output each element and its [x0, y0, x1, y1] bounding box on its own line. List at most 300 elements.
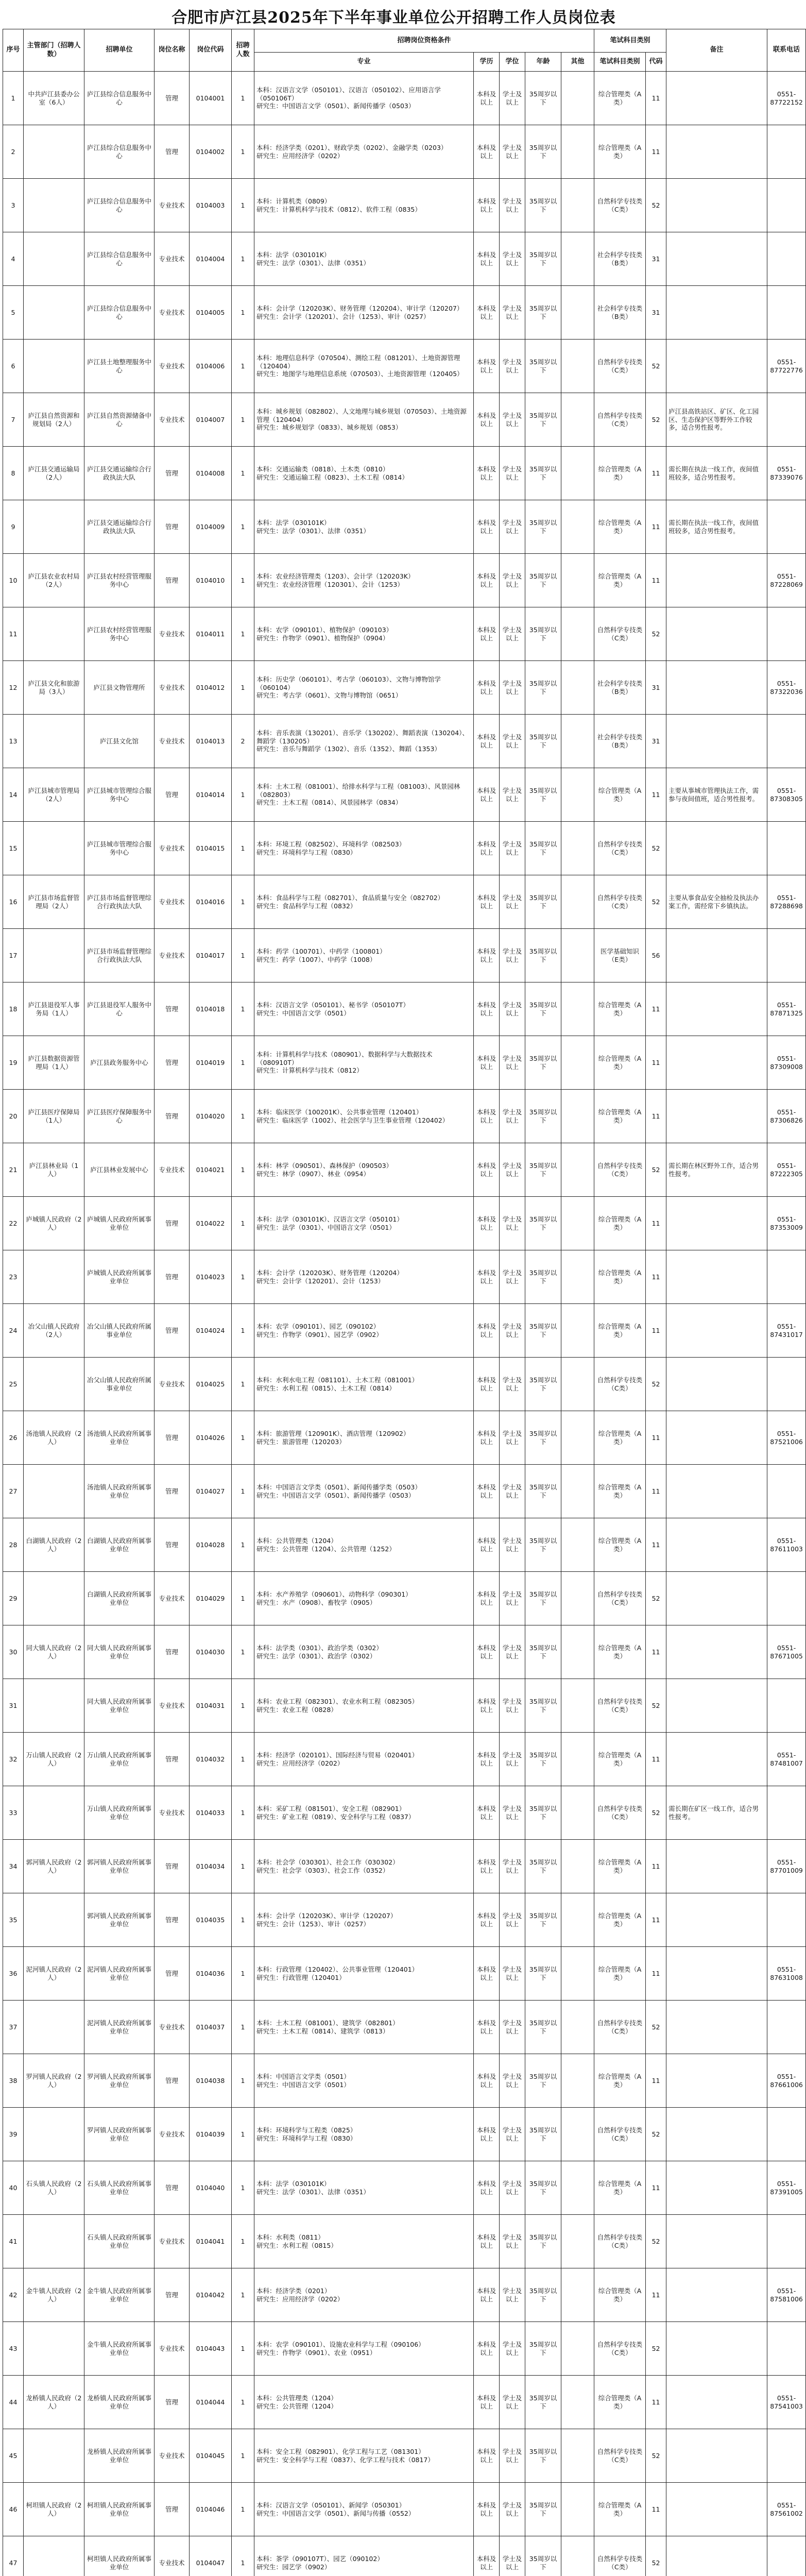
cell-count: 1 — [232, 2429, 254, 2483]
cell-pos-name: 专业技术 — [155, 607, 190, 661]
cell-edu: 本科及以上 — [474, 2001, 500, 2054]
header-major: 专业 — [254, 53, 474, 72]
cell-major: 本科：经济学（020101）、国际经济与贸易（020401） 研究生：应用经济学（0202） — [254, 1733, 474, 1786]
cell-edu: 本科及以上 — [474, 1840, 500, 1893]
cell-no: 34 — [3, 1840, 24, 1893]
cell-degree: 学士及以上 — [500, 340, 525, 393]
cell-remark — [666, 1090, 767, 1143]
cell-major: 本科：水产养殖学（090601）、动物科学（090301） 研究生：水产（0908）、畜牧学（0905） — [254, 1572, 474, 1625]
cell-age: 35周岁以下 — [525, 1143, 561, 1197]
cell-count: 1 — [232, 393, 254, 447]
cell-other — [561, 232, 594, 286]
cell-edu: 本科及以上 — [474, 1250, 500, 1304]
cell-exam-category: 综合管理类（A类） — [594, 1733, 646, 1786]
cell-unit: 汤池镇人民政府所属事业单位 — [84, 1411, 155, 1465]
cell-dept: 同大镇人民政府（2人） — [24, 1625, 84, 1679]
cell-age: 35周岁以下 — [525, 1786, 561, 1840]
cell-count: 1 — [232, 1518, 254, 1572]
cell-pos-code: 0104036 — [190, 1947, 232, 2001]
cell-exam-code: 11 — [646, 500, 666, 554]
cell-no: 46 — [3, 2483, 24, 2536]
cell-remark — [666, 715, 767, 768]
cell-edu: 本科及以上 — [474, 2483, 500, 2536]
cell-remark — [666, 232, 767, 286]
cell-major: 本科：法学类（0301）、政治学类（0302） 研究生：法学（0301）、政治学（0302） — [254, 1625, 474, 1679]
cell-remark — [666, 1465, 767, 1518]
cell-exam-code: 11 — [646, 1518, 666, 1572]
cell-age: 35周岁以下 — [525, 2268, 561, 2322]
cell-no: 7 — [3, 393, 24, 447]
cell-phone: 0551-87722776 — [767, 340, 806, 393]
cell-remark — [666, 2215, 767, 2268]
cell-unit: 庐江县土地整理服务中心 — [84, 340, 155, 393]
cell-edu: 本科及以上 — [474, 1358, 500, 1411]
cell-major: 本科：药学（100701）、中药学（100801） 研究生：药学（1007）、中药学（1008） — [254, 929, 474, 982]
cell-unit: 白湖镇人民政府所属事业单位 — [84, 1518, 155, 1572]
cell-exam-code: 52 — [646, 1786, 666, 1840]
cell-degree: 学士及以上 — [500, 607, 525, 661]
cell-exam-category: 自然科学专技类（C类） — [594, 875, 646, 929]
table-row — [3, 125, 806, 179]
cell-pos-code: 0104046 — [190, 2483, 232, 2536]
cell-phone — [767, 2536, 806, 2576]
cell-exam-category: 自然科学专技类（C类） — [594, 393, 646, 447]
cell-exam-code: 52 — [646, 1679, 666, 1733]
cell-degree: 学士及以上 — [500, 2536, 525, 2576]
cell-count: 1 — [232, 2483, 254, 2536]
cell-exam-category: 自然科学专技类（C类） — [594, 1358, 646, 1411]
cell-pos-name: 管理 — [155, 447, 190, 500]
cell-major: 本科：土木工程（081001）、建筑学（082801） 研究生：土木工程（0814）、建筑学（0813） — [254, 2001, 474, 2054]
cell-count: 1 — [232, 1465, 254, 1518]
cell-other — [561, 1250, 594, 1304]
cell-exam-category: 综合管理类（A类） — [594, 768, 646, 822]
cell-dept — [24, 1786, 84, 1840]
cell-degree: 学士及以上 — [500, 1143, 525, 1197]
cell-dept: 庐城镇人民政府（2人） — [24, 1197, 84, 1250]
cell-dept: 庐江县农业农村局（2人） — [24, 554, 84, 607]
cell-pos-code: 0104010 — [190, 554, 232, 607]
cell-dept: 万山镇人民政府（2人） — [24, 1733, 84, 1786]
cell-pos-code: 0104021 — [190, 1143, 232, 1197]
cell-pos-name: 专业技术 — [155, 340, 190, 393]
table-row — [3, 2001, 806, 2054]
cell-other — [561, 1143, 594, 1197]
table-row — [3, 1250, 806, 1304]
cell-other — [561, 1465, 594, 1518]
cell-degree: 学士及以上 — [500, 286, 525, 340]
cell-count: 1 — [232, 2108, 254, 2161]
cell-count: 1 — [232, 768, 254, 822]
cell-exam-code: 11 — [646, 2054, 666, 2108]
cell-other — [561, 1679, 594, 1733]
cell-degree: 学士及以上 — [500, 1411, 525, 1465]
cell-exam-category: 自然科学专技类（C类） — [594, 1786, 646, 1840]
cell-other — [561, 2536, 594, 2576]
cell-dept — [24, 232, 84, 286]
cell-exam-category: 自然科学专技类（C类） — [594, 822, 646, 875]
cell-count: 1 — [232, 1947, 254, 2001]
table-row — [3, 2536, 806, 2576]
cell-no: 10 — [3, 554, 24, 607]
cell-pos-name: 管理 — [155, 1090, 190, 1143]
cell-age: 35周岁以下 — [525, 232, 561, 286]
cell-pos-name: 专业技术 — [155, 179, 190, 232]
cell-other — [561, 1036, 594, 1090]
cell-dept: 庐江县市场监督管理局（2人） — [24, 875, 84, 929]
cell-edu: 本科及以上 — [474, 1304, 500, 1358]
cell-exam-category: 综合管理类（A类） — [594, 1090, 646, 1143]
cell-dept — [24, 1465, 84, 1518]
cell-remark — [666, 72, 767, 125]
cell-exam-code: 52 — [646, 2536, 666, 2576]
cell-phone — [767, 1893, 806, 1947]
cell-degree: 学士及以上 — [500, 179, 525, 232]
cell-phone: 0551-87391005 — [767, 2161, 806, 2215]
cell-degree: 学士及以上 — [500, 1893, 525, 1947]
cell-pos-name: 管理 — [155, 1036, 190, 1090]
cell-pos-name: 管理 — [155, 1465, 190, 1518]
cell-no: 47 — [3, 2536, 24, 2576]
cell-pos-name: 专业技术 — [155, 715, 190, 768]
header-edu: 学历 — [474, 53, 500, 72]
cell-other — [561, 822, 594, 875]
cell-phone — [767, 232, 806, 286]
cell-unit: 泥河镇人民政府所属事业单位 — [84, 1947, 155, 2001]
cell-unit: 金牛镇人民政府所属事业单位 — [84, 2268, 155, 2322]
cell-exam-code: 11 — [646, 1250, 666, 1304]
cell-exam-code: 11 — [646, 2161, 666, 2215]
cell-pos-name: 管理 — [155, 768, 190, 822]
cell-exam-code: 31 — [646, 661, 666, 715]
cell-other — [561, 2054, 594, 2108]
cell-dept: 庐江县退役军人事务局（1人） — [24, 982, 84, 1036]
cell-major: 本科：经济学类（0201） 研究生：应用经济学（0202） — [254, 2268, 474, 2322]
cell-degree: 学士及以上 — [500, 1197, 525, 1250]
cell-degree: 学士及以上 — [500, 2108, 525, 2161]
cell-edu: 本科及以上 — [474, 929, 500, 982]
table-row — [3, 2429, 806, 2483]
cell-pos-name: 管理 — [155, 2161, 190, 2215]
cell-remark — [666, 1304, 767, 1358]
cell-phone: 0551-87521006 — [767, 1411, 806, 1465]
cell-remark — [666, 1733, 767, 1786]
cell-edu: 本科及以上 — [474, 554, 500, 607]
cell-major: 本科：交通运输类（0818）、土木类（0810） 研究生：交通运输工程（0823）、土木工程（0814） — [254, 447, 474, 500]
cell-pos-name: 专业技术 — [155, 393, 190, 447]
cell-exam-category: 社会科学专技类（B类） — [594, 286, 646, 340]
cell-exam-code: 11 — [646, 1197, 666, 1250]
cell-count: 1 — [232, 125, 254, 179]
cell-major: 本科：音乐表演（130201）、音乐学（130202）、舞蹈表演（130204）、舞蹈学（130205） 研究生：音乐与舞蹈学（1302）、音乐（1352）、舞蹈（1353） — [254, 715, 474, 768]
cell-other — [561, 2215, 594, 2268]
cell-no: 35 — [3, 1893, 24, 1947]
cell-major: 本科：茶学（090107T）、园艺（090102） 研究生：园艺学（0902） — [254, 2536, 474, 2576]
cell-pos-name: 管理 — [155, 1197, 190, 1250]
cell-age: 35周岁以下 — [525, 1679, 561, 1733]
cell-major: 本科：林学（090501）、森林保护（090503） 研究生：林学（0907）、林业（0954） — [254, 1143, 474, 1197]
cell-pos-name: 管理 — [155, 1733, 190, 1786]
cell-pos-code: 0104007 — [190, 393, 232, 447]
cell-phone: 0551-87353009 — [767, 1197, 806, 1250]
cell-count: 1 — [232, 1358, 254, 1411]
header-phone: 联系电话 — [767, 29, 806, 72]
cell-dept — [24, 822, 84, 875]
cell-phone — [767, 822, 806, 875]
cell-exam-category: 综合管理类（A类） — [594, 500, 646, 554]
cell-other — [561, 1947, 594, 2001]
cell-dept: 庐江县文化和旅游局（3人） — [24, 661, 84, 715]
cell-pos-name: 管理 — [155, 1411, 190, 1465]
cell-dept — [24, 1679, 84, 1733]
cell-dept — [24, 2429, 84, 2483]
cell-pos-code: 0104015 — [190, 822, 232, 875]
cell-phone: 0551-87288698 — [767, 875, 806, 929]
table-row — [3, 1465, 806, 1518]
cell-dept — [24, 2536, 84, 2576]
cell-other — [561, 1625, 594, 1679]
table-row — [3, 2108, 806, 2161]
cell-phone — [767, 1679, 806, 1733]
cell-exam-category: 综合管理类（A类） — [594, 982, 646, 1036]
cell-unit: 金牛镇人民政府所属事业单位 — [84, 2322, 155, 2376]
cell-dept — [24, 715, 84, 768]
cell-remark: 主要从事城市管理执法工作，需参与夜间值班，适合男性报考。 — [666, 768, 767, 822]
cell-pos-name: 管理 — [155, 125, 190, 179]
cell-phone: 0551-87581006 — [767, 2268, 806, 2322]
cell-edu: 本科及以上 — [474, 607, 500, 661]
cell-other — [561, 340, 594, 393]
cell-exam-category: 综合管理类（A类） — [594, 1465, 646, 1518]
cell-unit: 冶父山镇人民政府所属事业单位 — [84, 1304, 155, 1358]
cell-pos-code: 0104017 — [190, 929, 232, 982]
cell-age: 35周岁以下 — [525, 1036, 561, 1090]
cell-no: 21 — [3, 1143, 24, 1197]
cell-exam-category: 综合管理类（A类） — [594, 1304, 646, 1358]
cell-major: 本科：汉语言文学（050101）、秘书学（050107T） 研究生：中国语言文学（0501） — [254, 982, 474, 1036]
cell-count: 1 — [232, 929, 254, 982]
table-body — [3, 72, 806, 2576]
cell-age: 35周岁以下 — [525, 2536, 561, 2576]
cell-phone — [767, 2215, 806, 2268]
cell-major: 本科：环境工程（082502）、环境科学（082503） 研究生：环境科学与工程（0830） — [254, 822, 474, 875]
cell-pos-name: 专业技术 — [155, 286, 190, 340]
cell-edu: 本科及以上 — [474, 768, 500, 822]
cell-no: 42 — [3, 2268, 24, 2322]
table-row — [3, 982, 806, 1036]
cell-remark — [666, 661, 767, 715]
cell-edu: 本科及以上 — [474, 715, 500, 768]
cell-major: 本科：城乡规划（082802）、人文地理与城乡规划（070503）、土地资源管理（120404） 研究生：城乡规划学（0833）、城乡规划（0853） — [254, 393, 474, 447]
cell-edu: 本科及以上 — [474, 2376, 500, 2429]
cell-edu: 本科及以上 — [474, 179, 500, 232]
cell-exam-code: 52 — [646, 875, 666, 929]
cell-pos-name: 专业技术 — [155, 2108, 190, 2161]
cell-exam-code: 11 — [646, 2376, 666, 2429]
table-row — [3, 822, 806, 875]
cell-edu: 本科及以上 — [474, 447, 500, 500]
cell-exam-category: 自然科学专技类（C类） — [594, 2322, 646, 2376]
cell-degree: 学士及以上 — [500, 2483, 525, 2536]
cell-unit: 庐江县市场监督管理综合行政执法大队 — [84, 929, 155, 982]
cell-edu: 本科及以上 — [474, 1090, 500, 1143]
table-row — [3, 72, 806, 125]
cell-other — [561, 393, 594, 447]
cell-age: 35周岁以下 — [525, 822, 561, 875]
cell-exam-code: 11 — [646, 1840, 666, 1893]
cell-count: 1 — [232, 1786, 254, 1840]
cell-remark — [666, 1518, 767, 1572]
cell-degree: 学士及以上 — [500, 447, 525, 500]
cell-no: 38 — [3, 2054, 24, 2108]
cell-edu: 本科及以上 — [474, 393, 500, 447]
cell-exam-category: 综合管理类（A类） — [594, 125, 646, 179]
header-pos-code: 岗位代码 — [190, 29, 232, 72]
cell-degree: 学士及以上 — [500, 1786, 525, 1840]
cell-no: 8 — [3, 447, 24, 500]
cell-pos-code: 0104043 — [190, 2322, 232, 2376]
cell-age: 35周岁以下 — [525, 982, 561, 1036]
cell-dept — [24, 286, 84, 340]
cell-unit: 庐江县城市管理综合服务中心 — [84, 822, 155, 875]
cell-exam-category: 综合管理类（A类） — [594, 554, 646, 607]
cell-unit: 泥河镇人民政府所属事业单位 — [84, 2001, 155, 2054]
cell-degree: 学士及以上 — [500, 2001, 525, 2054]
cell-no: 14 — [3, 768, 24, 822]
cell-exam-code: 31 — [646, 232, 666, 286]
cell-major: 本科：公共管理类（1204） 研究生：公共管理（1204） — [254, 2376, 474, 2429]
cell-pos-code: 0104004 — [190, 232, 232, 286]
cell-exam-category: 自然科学专技类（C类） — [594, 2108, 646, 2161]
cell-dept: 柯坦镇人民政府（2人） — [24, 2483, 84, 2536]
cell-dept: 石头镇人民政府（2人） — [24, 2161, 84, 2215]
cell-exam-code: 52 — [646, 179, 666, 232]
cell-phone — [767, 1465, 806, 1518]
cell-remark: 需长期在执法一线工作，夜间值班较多，适合男性报考。 — [666, 447, 767, 500]
cell-age: 35周岁以下 — [525, 554, 561, 607]
cell-pos-code: 0104042 — [190, 2268, 232, 2322]
cell-edu: 本科及以上 — [474, 1518, 500, 1572]
cell-dept — [24, 1250, 84, 1304]
cell-dept: 罗河镇人民政府（2人） — [24, 2054, 84, 2108]
cell-degree: 学士及以上 — [500, 768, 525, 822]
cell-degree: 学士及以上 — [500, 500, 525, 554]
cell-edu: 本科及以上 — [474, 2215, 500, 2268]
cell-count: 1 — [232, 2161, 254, 2215]
cell-pos-name: 专业技术 — [155, 2322, 190, 2376]
cell-exam-code: 11 — [646, 1304, 666, 1358]
header-exam: 笔试科目类别 — [594, 29, 666, 53]
cell-no: 40 — [3, 2161, 24, 2215]
cell-pos-name: 专业技术 — [155, 875, 190, 929]
cell-age: 35周岁以下 — [525, 875, 561, 929]
cell-unit: 庐江县退役军人服务中心 — [84, 982, 155, 1036]
cell-pos-code: 0104001 — [190, 72, 232, 125]
cell-dept: 白湖镇人民政府（2人） — [24, 1518, 84, 1572]
cell-age: 35周岁以下 — [525, 2376, 561, 2429]
cell-exam-code: 31 — [646, 286, 666, 340]
cell-edu: 本科及以上 — [474, 1411, 500, 1465]
cell-dept — [24, 2001, 84, 2054]
cell-unit: 石头镇人民政府所属事业单位 — [84, 2161, 155, 2215]
cell-pos-code: 0104039 — [190, 2108, 232, 2161]
cell-remark — [666, 2108, 767, 2161]
table-row — [3, 1518, 806, 1572]
cell-edu: 本科及以上 — [474, 1197, 500, 1250]
cell-phone — [767, 2001, 806, 2054]
cell-remark — [666, 2536, 767, 2576]
cell-pos-name: 管理 — [155, 1250, 190, 1304]
cell-pos-code: 0104037 — [190, 2001, 232, 2054]
cell-exam-category: 综合管理类（A类） — [594, 447, 646, 500]
cell-major: 本科：法学（030101K）、汉语言文学（050101） 研究生：法学（0301）、中国语言文学（0501） — [254, 1197, 474, 1250]
cell-other — [561, 1733, 594, 1786]
cell-phone: 0551-87871325 — [767, 982, 806, 1036]
cell-age: 35周岁以下 — [525, 1625, 561, 1679]
cell-phone — [767, 393, 806, 447]
cell-age: 35周岁以下 — [525, 1197, 561, 1250]
cell-remark — [666, 1893, 767, 1947]
cell-exam-category: 社会科学专技类（B类） — [594, 661, 646, 715]
cell-degree: 学士及以上 — [500, 2322, 525, 2376]
cell-major: 本科：会计学（120203K）、财务管理（120204）、审计学（120207） 研究生：会计学（120201）、会计（1253）、审计（0257） — [254, 286, 474, 340]
table-row — [3, 179, 806, 232]
table-row — [3, 500, 806, 554]
cell-phone: 0551-87309008 — [767, 1036, 806, 1090]
cell-age: 35周岁以下 — [525, 1893, 561, 1947]
cell-age: 35周岁以下 — [525, 929, 561, 982]
cell-other — [561, 500, 594, 554]
cell-pos-code: 0104019 — [190, 1036, 232, 1090]
cell-major: 本科：历史学（060101）、考古学（060103）、文物与博物馆学（060104） 研究生：考古学（0601）、文物与博物馆（0651） — [254, 661, 474, 715]
cell-other — [561, 875, 594, 929]
table-row — [3, 1358, 806, 1411]
cell-unit: 庐江县综合信息服务中心 — [84, 232, 155, 286]
cell-other — [561, 1090, 594, 1143]
cell-phone: 0551-87722152 — [767, 72, 806, 125]
cell-age: 35周岁以下 — [525, 179, 561, 232]
cell-age: 35周岁以下 — [525, 1947, 561, 2001]
cell-other — [561, 715, 594, 768]
cell-exam-code: 56 — [646, 929, 666, 982]
cell-other — [561, 286, 594, 340]
cell-major: 本科：社会学（030301）、社会工作（030302） 研究生：社会学（0303）、社会工作（0352） — [254, 1840, 474, 1893]
cell-no: 3 — [3, 179, 24, 232]
cell-pos-name: 专业技术 — [155, 2536, 190, 2576]
cell-exam-code: 11 — [646, 2268, 666, 2322]
cell-count: 1 — [232, 340, 254, 393]
cell-exam-category: 社会科学专技类（B类） — [594, 232, 646, 286]
cell-other — [561, 982, 594, 1036]
cell-unit: 庐江县农村经营管理服务中心 — [84, 554, 155, 607]
cell-degree: 学士及以上 — [500, 125, 525, 179]
cell-count: 1 — [232, 447, 254, 500]
cell-degree: 学士及以上 — [500, 982, 525, 1036]
cell-pos-code: 0104008 — [190, 447, 232, 500]
cell-count: 1 — [232, 1143, 254, 1197]
cell-pos-code: 0104005 — [190, 286, 232, 340]
cell-exam-category: 自然科学专技类（C类） — [594, 607, 646, 661]
cell-remark: 需长期在矿区一线工作，适合男性报考。 — [666, 1786, 767, 1840]
cell-no: 1 — [3, 72, 24, 125]
cell-degree: 学士及以上 — [500, 1518, 525, 1572]
cell-count: 1 — [232, 2001, 254, 2054]
cell-dept: 汤池镇人民政府（2人） — [24, 1411, 84, 1465]
cell-remark — [666, 125, 767, 179]
cell-phone — [767, 715, 806, 768]
cell-exam-code: 11 — [646, 554, 666, 607]
cell-edu: 本科及以上 — [474, 1465, 500, 1518]
